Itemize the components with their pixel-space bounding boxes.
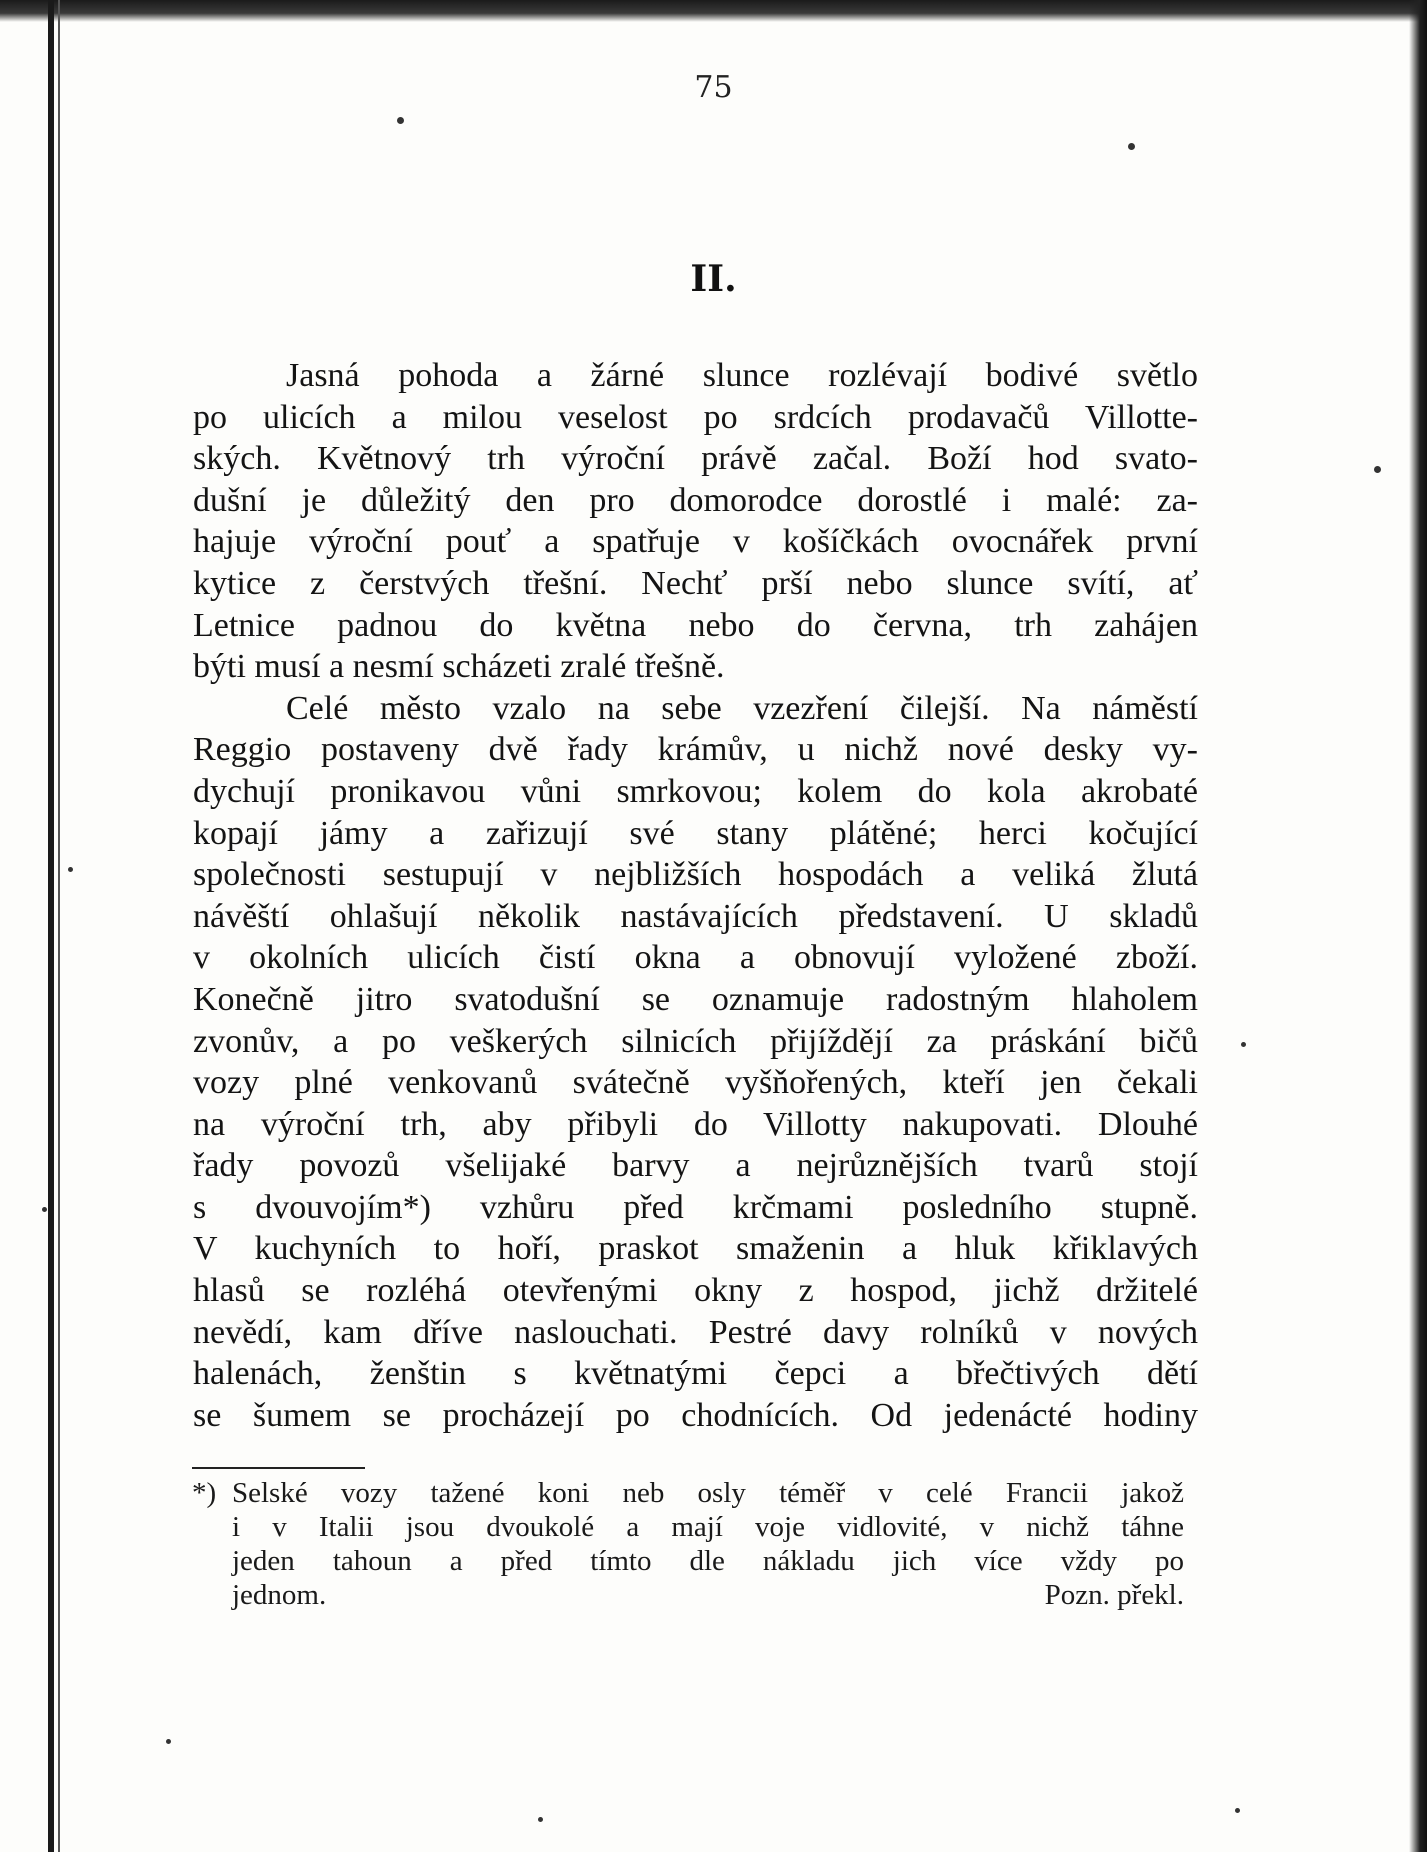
speck: [1235, 1808, 1240, 1813]
speck: [68, 867, 73, 872]
speck: [1374, 466, 1381, 473]
text-line: ských. Květnový trh výroční právě začal. Boží hod svato-: [193, 440, 1198, 478]
text-line: kytice z čerstvých třešní. Nechť prší nebo slunce svítí, ať: [193, 564, 1198, 602]
text-line: Reggio postaveny dvě řady krámův, u nichž nové desky vy-: [193, 731, 1198, 769]
text-line: zvonův, a po veškerých silnicích přijíždějí za práskání bičů: [193, 1022, 1198, 1060]
page-number: 75: [694, 70, 733, 105]
text-line: hajuje výroční pouť a spatřuje v košíčkách ovocnářek první: [193, 523, 1198, 561]
footnote: [192, 1476, 1184, 1612]
footnote-line: jeden tahoun a před tímto dle nákladu jich více vždy po: [232, 1545, 1184, 1577]
text-line: nevědí, kam dříve naslouchati. Pestré davy rolníků v nových: [193, 1313, 1198, 1351]
footnote-divider: [192, 1467, 365, 1469]
speck: [1241, 1042, 1246, 1047]
footnote-line: jednom.: [232, 1579, 327, 1611]
text-line: v okolních ulicích čistí okna a obnovují vyložené zboží.: [193, 939, 1198, 977]
speck: [538, 1817, 543, 1822]
text-line: Celé město vzalo na sebe vzezření čilejší. Na náměstí: [286, 689, 1198, 727]
text-line: V kuchyních to hoří, praskot smaženin a hluk křiklavých: [193, 1230, 1198, 1268]
text-line: býti musí a nesmí scházeti zralé třešně.: [193, 648, 725, 686]
text-line: Jasná pohoda a žárné slunce rozlévají bodivé světlo: [286, 357, 1198, 394]
footnote-marker: *): [192, 1477, 217, 1509]
text-line: halenách, ženštin s květnatými čepci a břečtivých dětí: [193, 1355, 1198, 1393]
text-line: s dvouvojím*) vzhůru před krčmami posledního stupně.: [193, 1188, 1198, 1226]
speck: [397, 117, 404, 124]
speck: [42, 1207, 47, 1212]
footnote-line: Selské vozy tažené koni neb osly téměř v celé Francii jakož: [232, 1477, 1184, 1509]
text-line: návěští ohlašují několik nastávajících představení. U skladů: [193, 897, 1198, 935]
text-line: po ulicích a milou veselost po srdcích prodavačů Villotte-: [193, 398, 1198, 436]
text-line: Letnice padnou do května nebo do června, trh zahájen: [193, 606, 1198, 644]
speck: [1128, 143, 1135, 150]
text-line: se šumem se procházejí po chodnících. Od jedenácté hodiny: [193, 1396, 1198, 1434]
text-line: vozy plné venkovanů svátečně vyšňořených, kteří jen čekali: [193, 1064, 1198, 1102]
text-line: hlasů se rozléhá otevřenými okny z hospod, jichž držitelé: [193, 1272, 1198, 1310]
footnote-last-line: [232, 1578, 1184, 1612]
main-text: [193, 355, 1198, 1436]
speck: [166, 1739, 171, 1744]
text-line: dušní je důležitý den pro domorodce dorostlé i malé: za-: [193, 481, 1198, 519]
chapter-heading: II.: [690, 258, 737, 300]
text-line: dychují pronikavou vůni smrkovou; kolem do kola akrobaté: [193, 772, 1198, 810]
text-line: řady povozů všelijaké barvy a nejrůznějších tvarů stojí: [193, 1147, 1198, 1185]
footnote-line: i v Italii jsou dvoukolé a mají voje vidlovité, v nichž táhne: [232, 1511, 1184, 1543]
text-line: Konečně jitro svatodušní se oznamuje radostným hlaholem: [193, 980, 1198, 1018]
scan-edge-top: [0, 0, 1427, 22]
text-line: na výroční trh, aby přibyli do Villotty nakupovati. Dlouhé: [193, 1105, 1198, 1143]
footnote-signature: Pozn. překl.: [1044, 1579, 1184, 1611]
text-line: kopají jámy a zařizují své stany plátěné; herci kočující: [193, 814, 1198, 852]
text-line: společnosti sestupují v nejbližších hospodách a veliká žlutá: [193, 856, 1198, 894]
